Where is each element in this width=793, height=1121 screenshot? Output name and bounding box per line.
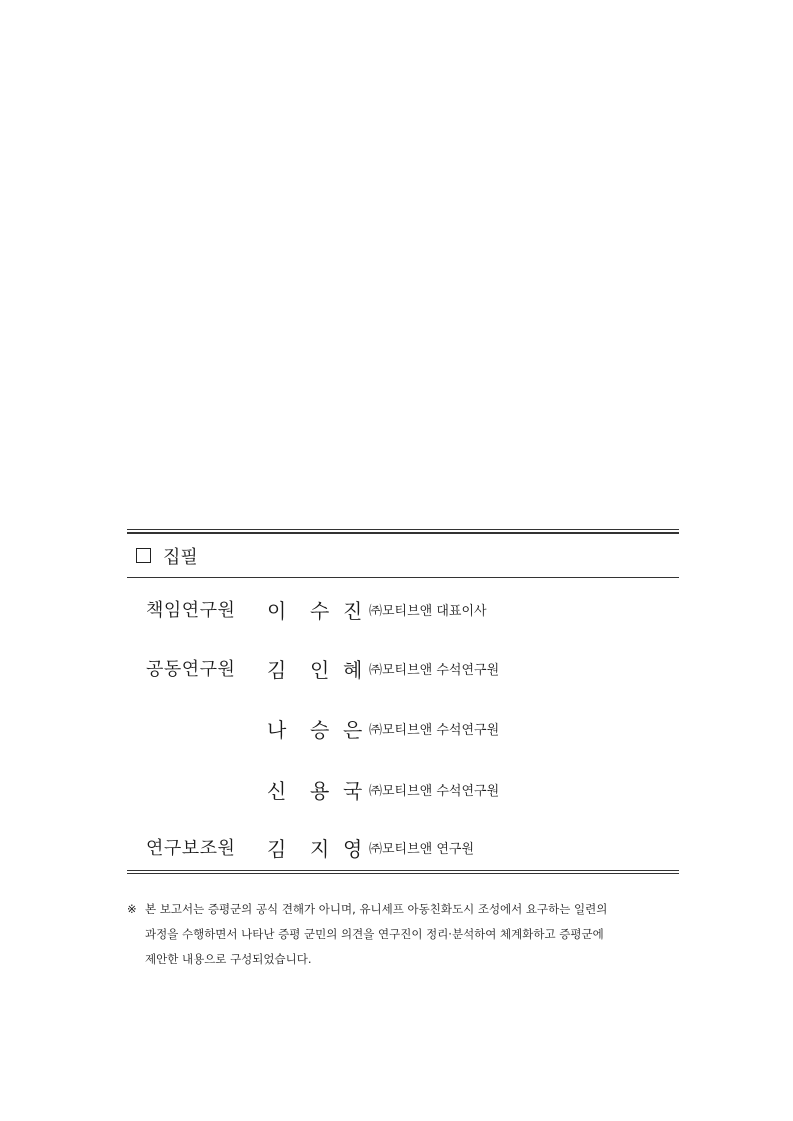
member-row [127,713,679,743]
member-name-char: 지 [310,836,330,861]
note-line: 본 보고서는 증평군의 공식 견해가 아니며, 유니세프 아동친화도시 조성에서 요구하는 일련의 [145,902,608,916]
member-name-char: 혜 [343,657,363,682]
member-name-char: 용 [310,778,330,803]
square-bullet-icon [136,548,151,563]
member-name-char: 영 [343,836,363,861]
member-name-char: 신 [267,778,287,803]
member-role: 공동연구원 [146,659,236,680]
member-row [127,594,679,624]
member-role: 연구보조원 [146,838,236,859]
member-name-char: 김 [267,836,287,861]
bottom-rule-inner [127,870,679,871]
member-name-char: 은 [343,717,363,742]
member-affiliation: ㈜모티브앤 수석연구원 [369,662,500,678]
member-name-char: 이 [267,598,287,623]
member-name-char: 김 [267,657,287,682]
member-row [127,653,679,683]
member-row [127,774,679,804]
reference-mark: ※ [127,902,137,916]
member-name-char: 인 [310,657,330,682]
member-name-char: 수 [310,598,330,623]
disclaimer-note [127,897,687,972]
bottom-rule [127,873,679,874]
member-name-char: 승 [310,717,330,742]
member-row [127,832,679,862]
note-line: 제안한 내용으로 구성되었습니다. [145,952,312,966]
member-affiliation: ㈜모티브앤 수석연구원 [369,722,500,738]
member-name-char: 국 [343,778,363,803]
section-heading [127,534,679,577]
member-role: 책임연구원 [146,600,236,621]
member-affiliation: ㈜모티브앤 대표이사 [369,603,487,619]
top-rule [127,529,679,530]
member-name-char: 나 [267,717,287,742]
member-affiliation: ㈜모티브앤 수석연구원 [369,783,500,799]
member-affiliation: ㈜모티브앤 연구원 [369,841,475,857]
credits-block [127,529,679,874]
member-list [127,578,679,870]
member-name-char: 진 [343,598,363,623]
section-title: 집필 [163,546,198,568]
note-line: 과정을 수행하면서 나타난 증평 군민의 의견을 연구진이 정리·분석하여 체계화하고 증평군에 [145,927,604,941]
